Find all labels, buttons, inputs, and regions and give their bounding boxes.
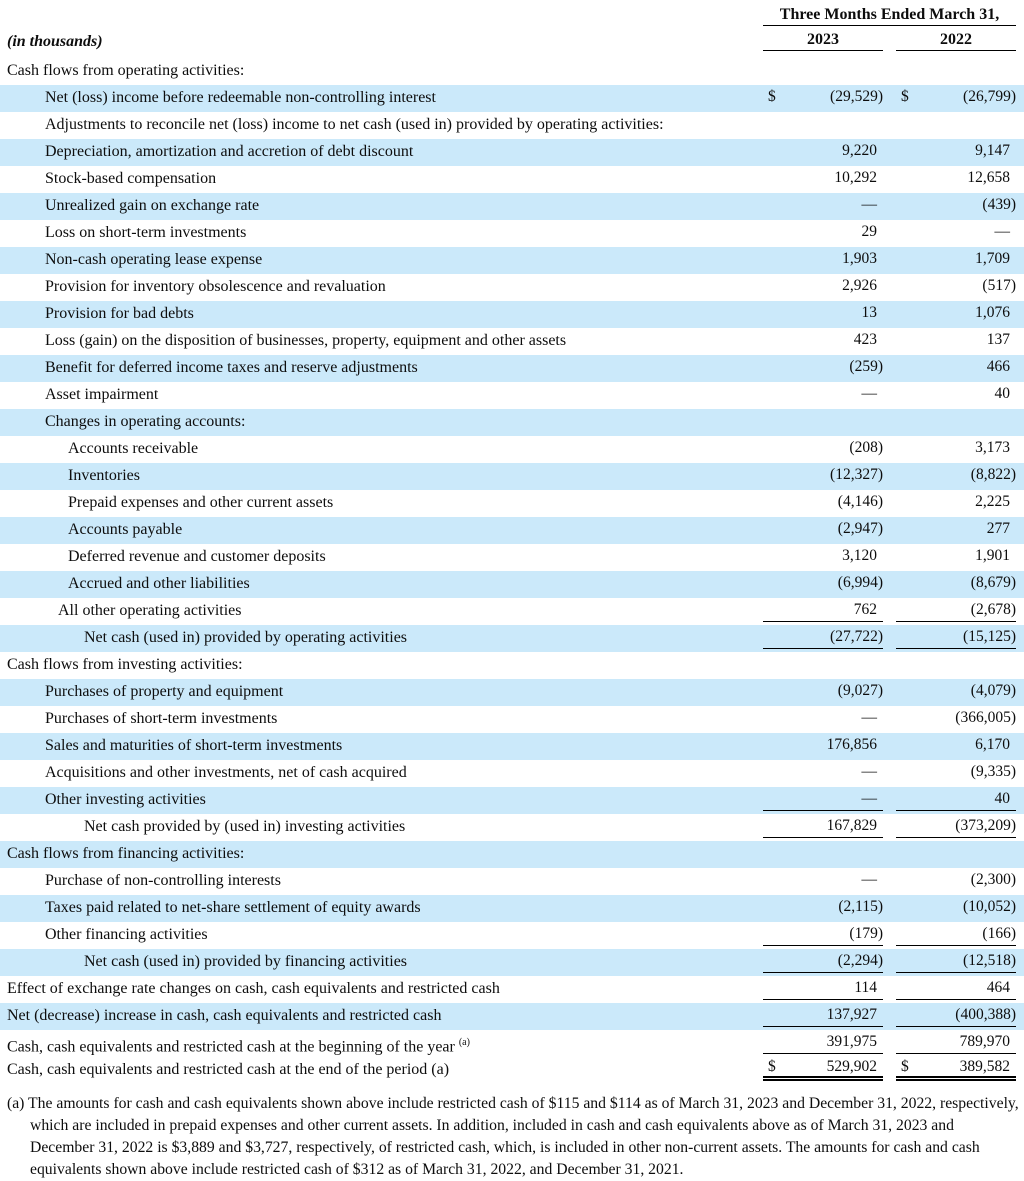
value-cell-2022 (896, 814, 1016, 838)
row-label: Purchases of short-term investments (45, 710, 278, 727)
value: (517) (982, 277, 1016, 294)
row-label: Accrued and other liabilities (68, 575, 250, 592)
value-cell-2022 (896, 841, 1016, 865)
value-cell-2022 (896, 409, 1016, 433)
currency-symbol: $ (768, 88, 776, 105)
value-cell-2022 (896, 517, 1016, 541)
value-cell-2022 (896, 706, 1016, 730)
value-cell-2023 (763, 760, 883, 784)
value: 2,225 (975, 493, 1010, 510)
table-body (0, 58, 1024, 1084)
period-header: Three Months Ended March 31, (763, 6, 1016, 26)
value: (439) (982, 196, 1016, 213)
value-cell-2022 (896, 355, 1016, 379)
value-cell-2023 (763, 841, 883, 865)
row-label: Unrealized gain on exchange rate (45, 197, 260, 214)
row-label: Accounts payable (68, 521, 183, 538)
row-label: Cash flows from operating activities: (7, 62, 245, 79)
value: (12,518) (963, 951, 1016, 969)
value: 389,582 (959, 1057, 1010, 1075)
table-row (0, 922, 1024, 949)
table-row (0, 409, 1024, 436)
value: — (994, 223, 1010, 240)
table-row (0, 382, 1024, 409)
row-label: Non-cash operating lease expense (45, 251, 263, 268)
value: 137 (986, 331, 1010, 348)
value-cell-2022 (896, 787, 1016, 811)
currency-symbol: $ (768, 1057, 776, 1075)
table-row (0, 625, 1024, 652)
row-label: Purchases of property and equipment (45, 683, 284, 700)
value: — (861, 871, 877, 888)
value: 40 (994, 789, 1010, 807)
value: (2,947) (837, 520, 883, 537)
table-row (0, 679, 1024, 706)
value-cell-2022 (896, 436, 1016, 460)
value: 137,927 (826, 1005, 877, 1023)
value: 6,170 (975, 736, 1010, 753)
table-row (0, 760, 1024, 787)
value: 12,658 (967, 169, 1010, 186)
value: (26,799) (963, 88, 1016, 105)
value-cell-2022 (896, 274, 1016, 298)
row-label: Net (decrease) increase in cash, cash equivalents and restricted cash (7, 1007, 442, 1024)
table-row (0, 436, 1024, 463)
value-cell-2022 (896, 220, 1016, 244)
value: (166) (982, 924, 1016, 942)
value-cell-2022 (896, 328, 1016, 352)
value-cell-2022 (896, 976, 1016, 1000)
row-label: Inventories (68, 467, 140, 484)
value-cell-2023 (763, 571, 883, 595)
value: 1,076 (975, 304, 1010, 321)
value: 529,902 (826, 1057, 877, 1075)
value: (179) (849, 924, 883, 942)
value-cell-2023 (763, 139, 883, 163)
value: 114 (854, 978, 877, 996)
value-cell-2022 (896, 112, 1016, 136)
table-row (0, 787, 1024, 814)
value-cell-2022 (896, 139, 1016, 163)
value: (8,822) (970, 466, 1016, 483)
value: 1,903 (842, 250, 877, 267)
value-cell-2022 (896, 868, 1016, 892)
value: 391,975 (826, 1032, 877, 1050)
value: 2,926 (842, 277, 877, 294)
value: (400,388) (955, 1005, 1016, 1023)
value-cell-2023 (763, 328, 883, 352)
value: (2,300) (970, 871, 1016, 888)
value-cell-2023 (763, 625, 883, 649)
table-row (0, 166, 1024, 193)
value-cell-2023 (763, 463, 883, 487)
value-cell-2022 (896, 922, 1016, 946)
value-cell-2022 (896, 679, 1016, 703)
value: (2,115) (838, 898, 883, 915)
value: 277 (986, 520, 1010, 537)
value: (366,005) (955, 709, 1016, 726)
row-label: Cash flows from financing activities: (7, 845, 245, 862)
units-label: (in thousands) (7, 33, 103, 50)
value: (2,678) (970, 600, 1016, 618)
table-row (0, 301, 1024, 328)
value: (8,679) (970, 574, 1016, 591)
row-label: Stock-based compensation (45, 170, 217, 187)
value: 466 (986, 358, 1010, 375)
value-cell-2022 (896, 733, 1016, 757)
value: 464 (986, 978, 1010, 996)
row-label: Net cash (used in) provided by financing activities (84, 953, 408, 970)
value: 9,220 (842, 142, 877, 159)
table-row (0, 544, 1024, 571)
value-cell-2023 (763, 112, 883, 136)
row-label: Sales and maturities of short-term investments (45, 737, 343, 754)
value-cell-2022 (896, 166, 1016, 190)
row-label: Cash, cash equivalents and restricted cash at the beginning of the year $^{(a)}$ (7, 1037, 470, 1056)
value-cell-2023 (763, 976, 883, 1000)
value-cell-2023 (763, 517, 883, 541)
row-label: Provision for inventory obsolescence and revaluation (45, 278, 386, 295)
value-cell-2022 (896, 463, 1016, 487)
table-row (0, 139, 1024, 166)
value-cell-2023 (763, 85, 883, 109)
value-cell-2022 (896, 571, 1016, 595)
value-cell-2023 (763, 1057, 883, 1081)
value: (29,529) (830, 88, 883, 105)
row-label: Net (loss) income before redeemable non-controlling interest (45, 89, 436, 106)
row-label: Accounts receivable (68, 440, 199, 457)
value-cell-2023 (763, 1030, 883, 1054)
row-label: All other operating activities (58, 602, 242, 619)
value: 29 (861, 223, 877, 240)
table-header (0, 6, 1024, 51)
row-label: Taxes paid related to net-share settlement of equity awards (45, 899, 421, 916)
table-row (0, 274, 1024, 301)
value: 40 (994, 385, 1010, 402)
table-row (0, 463, 1024, 490)
row-label: Changes in operating accounts: (45, 413, 246, 430)
value-cell-2022 (896, 301, 1016, 325)
row-label: Net cash (used in) provided by operating activities (84, 629, 408, 646)
value-cell-2023 (763, 814, 883, 838)
row-label: Adjustments to reconcile net (loss) income to net cash (used in) provided by operating activities: (45, 116, 664, 133)
table-row (0, 1003, 1024, 1030)
row-label: Cash, cash equivalents and restricted cash at the end of the period (a) (7, 1061, 450, 1078)
row-label: Net cash provided by (used in) investing activities (84, 818, 406, 835)
value-cell-2022 (896, 1030, 1016, 1054)
value: (15,125) (963, 627, 1016, 645)
value-cell-2023 (763, 436, 883, 460)
table-row (0, 1057, 1024, 1084)
row-label: Benefit for deferred income taxes and reserve adjustments (45, 359, 418, 376)
value: (373,209) (955, 816, 1016, 834)
value: 1,709 (975, 250, 1010, 267)
value-cell-2023 (763, 652, 883, 676)
value: 13 (861, 304, 877, 321)
column-headers-row (0, 31, 1024, 51)
value-cell-2023 (763, 193, 883, 217)
year-header-2022: 2022 (896, 31, 1016, 51)
value-cell-2023 (763, 544, 883, 568)
value-cell-2022 (896, 895, 1016, 919)
period-header-row (0, 6, 1024, 26)
table-row (0, 868, 1024, 895)
value-cell-2022 (896, 625, 1016, 649)
value: 423 (853, 331, 877, 348)
table-row (0, 220, 1024, 247)
table-row (0, 814, 1024, 841)
value: (10,052) (963, 898, 1016, 915)
table-row (0, 598, 1024, 625)
value-cell-2022 (896, 382, 1016, 406)
value-cell-2023 (763, 1003, 883, 1027)
value: (4,079) (970, 682, 1016, 699)
table-row (0, 949, 1024, 976)
value-cell-2023 (763, 490, 883, 514)
footnote-ref: (a) (458, 1037, 470, 1048)
table-row (0, 571, 1024, 598)
value: 762 (853, 600, 877, 618)
value-cell-2023 (763, 166, 883, 190)
row-label: Purchase of non-controlling interests (45, 872, 281, 889)
value-cell-2023 (763, 247, 883, 271)
value: (27,722) (830, 627, 883, 645)
table-row (0, 1030, 1024, 1057)
value-cell-2023 (763, 868, 883, 892)
table-row (0, 112, 1024, 139)
value-cell-2022 (896, 544, 1016, 568)
table-row (0, 976, 1024, 1003)
value-cell-2022 (896, 598, 1016, 622)
value: 789,970 (959, 1032, 1010, 1050)
value-cell-2022 (896, 193, 1016, 217)
row-label: Depreciation, amortization and accretion of debt discount (45, 143, 414, 160)
currency-symbol: $ (901, 1057, 909, 1075)
value-cell-2023 (763, 274, 883, 298)
row-label: Other investing activities (45, 791, 206, 808)
value-cell-2023 (763, 355, 883, 379)
table-row (0, 517, 1024, 544)
value-cell-2022 (896, 58, 1016, 82)
value: (259) (849, 358, 883, 375)
table-row (0, 193, 1024, 220)
value-cell-2022 (896, 1057, 1016, 1081)
row-label: Prepaid expenses and other current assets (68, 494, 334, 511)
value: 176,856 (826, 736, 877, 753)
value-cell-2023 (763, 409, 883, 433)
value-cell-2023 (763, 58, 883, 82)
value: (6,994) (837, 574, 883, 591)
year-header-2023: 2023 (763, 31, 883, 51)
value: 167,829 (826, 816, 877, 834)
value-cell-2023 (763, 895, 883, 919)
row-label: Asset impairment (45, 386, 159, 403)
value: — (861, 196, 877, 213)
value-cell-2023 (763, 598, 883, 622)
row-label: Acquisitions and other investments, net of cash acquired (45, 764, 407, 781)
footnote: (a) The amounts for cash and cash equivalents shown above include restricted cash of $115 and $114 as of March 31, 2023 and December 31, 2022, respectively, which are included in prepaid expenses and other current assets. In addition, included in cash and cash equivalents above as of March 31, 2023 and December 31, 2022 is $3,889 and $3,727, respectively, of restricted cash, which, is included in other non-current assets. The amounts for cash and cash equivalents shown above include restricted cash of $312 as of March 31, 2022, and December 31, 2021. (7, 1095, 1019, 1178)
value-cell-2023 (763, 706, 883, 730)
value-cell-2023 (763, 220, 883, 244)
value: 9,147 (975, 142, 1010, 159)
value-cell-2023 (763, 679, 883, 703)
table-row (0, 328, 1024, 355)
table-row (0, 733, 1024, 760)
currency-symbol: $ (901, 88, 909, 105)
value: — (861, 789, 877, 807)
table-row (0, 355, 1024, 382)
value-cell-2022 (896, 1003, 1016, 1027)
row-label: Deferred revenue and customer deposits (68, 548, 326, 565)
value: (2,294) (837, 951, 883, 969)
table-row (0, 895, 1024, 922)
row-label: Effect of exchange rate changes on cash, cash equivalents and restricted cash (7, 980, 500, 997)
table-row (0, 490, 1024, 517)
value: — (861, 385, 877, 402)
table-row (0, 706, 1024, 733)
table-row (0, 247, 1024, 274)
value-cell-2023 (763, 301, 883, 325)
value-cell-2022 (896, 247, 1016, 271)
value-cell-2022 (896, 490, 1016, 514)
value: 10,292 (834, 169, 877, 186)
value: — (861, 763, 877, 780)
value: 1,901 (975, 547, 1010, 564)
value: (208) (849, 439, 883, 456)
row-label: Loss (gain) on the disposition of businesses, property, equipment and other assets (45, 332, 567, 349)
value: — (861, 709, 877, 726)
value: (4,146) (837, 493, 883, 510)
value: (9,027) (837, 682, 883, 699)
value: (12,327) (830, 466, 883, 483)
value-cell-2023 (763, 382, 883, 406)
value-cell-2023 (763, 733, 883, 757)
row-label: Provision for bad debts (45, 305, 194, 322)
value-cell-2023 (763, 922, 883, 946)
value: 3,120 (842, 547, 877, 564)
value-cell-2023 (763, 949, 883, 973)
value: 3,173 (975, 439, 1010, 456)
value-cell-2022 (896, 652, 1016, 676)
table-row (0, 841, 1024, 868)
value-cell-2022 (896, 760, 1016, 784)
row-label: Cash flows from investing activities: (7, 656, 243, 673)
row-label: Loss on short-term investments (45, 224, 247, 241)
value-cell-2023 (763, 787, 883, 811)
table-row (0, 85, 1024, 112)
value-cell-2022 (896, 85, 1016, 109)
value: (9,335) (970, 763, 1016, 780)
table-row (0, 652, 1024, 679)
value-cell-2022 (896, 949, 1016, 973)
row-label: Other financing activities (45, 926, 208, 943)
table-row (0, 58, 1024, 85)
